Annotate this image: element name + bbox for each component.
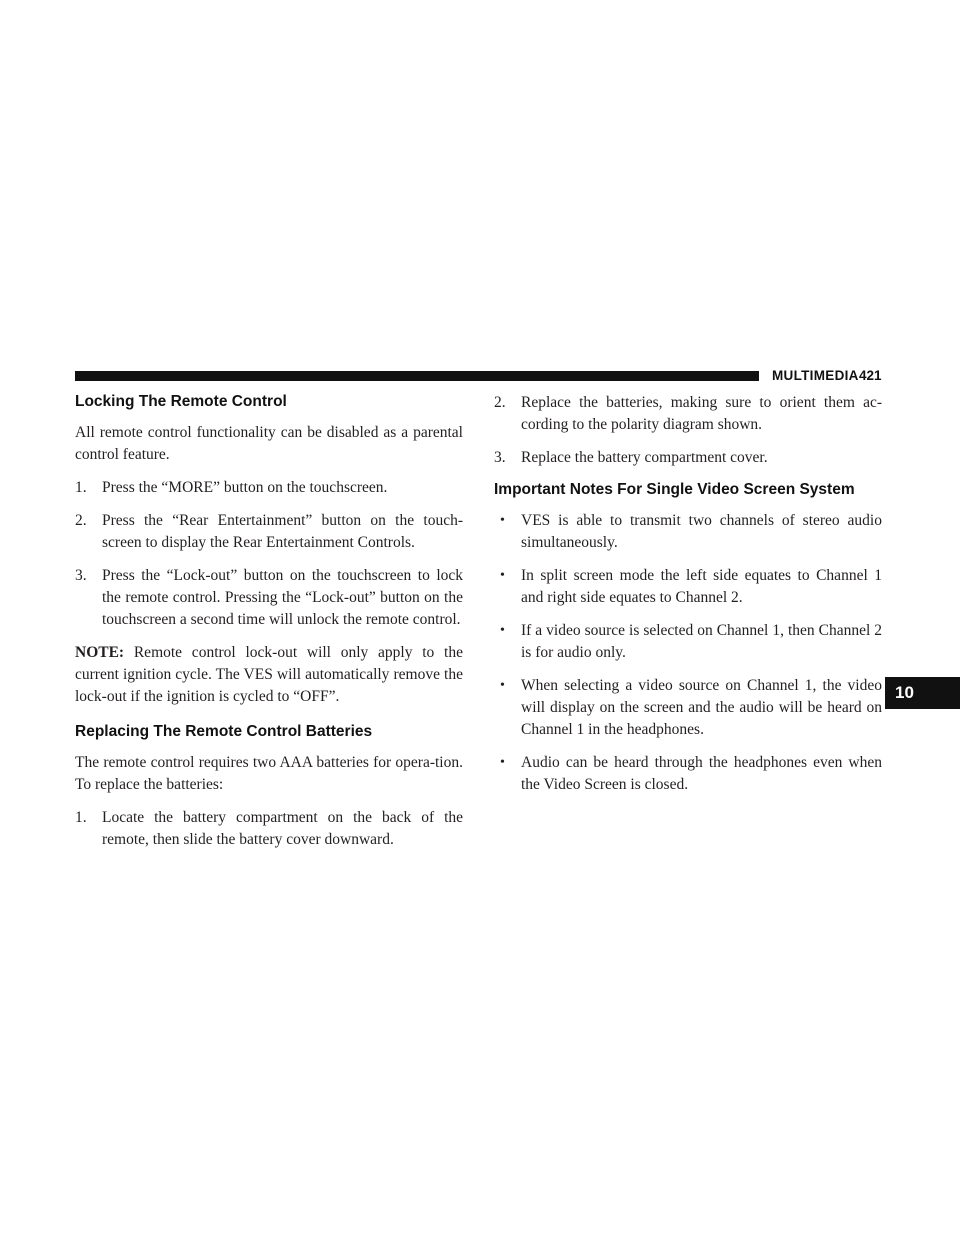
list-item bbox=[494, 510, 882, 554]
step-text: Locate the battery compartment on the back of the remote, then slide the battery cover downward. bbox=[102, 809, 463, 848]
step-text: Press the “MORE” button on the touchscreen. bbox=[102, 479, 388, 496]
note-label: NOTE: bbox=[75, 644, 125, 661]
list-item bbox=[494, 752, 882, 796]
step-number: 2. bbox=[75, 512, 87, 529]
bullet-text: Audio can be heard through the headphones even when the Video Screen is closed. bbox=[521, 754, 882, 793]
heading-replacing: Replacing The Remote Control Batteries bbox=[75, 723, 373, 740]
left-column bbox=[75, 392, 463, 862]
locking-note bbox=[75, 642, 463, 708]
note-text: Remote control lock-out will only apply to the current ignition cycle. The VES will automatically remove the lock-out if the ignition is cycled to “OFF”. bbox=[75, 644, 463, 705]
step-number: 1. bbox=[75, 809, 87, 826]
locking-step-2 bbox=[75, 510, 463, 554]
bullet-text: If a video source is selected on Channel 1, then Channel 2 is for audio only. bbox=[521, 622, 882, 661]
bullet-icon: • bbox=[500, 678, 505, 693]
bullet-text: When selecting a video source on Channel 1, the video will display on the screen and the audio will be heard on Channel 1 in the headphones. bbox=[521, 677, 882, 738]
bullet-text: VES is able to transmit two channels of stereo audio simultaneously. bbox=[521, 512, 882, 551]
heading-important-notes: Important Notes For Single Video Screen System bbox=[494, 481, 855, 498]
step-number: 2. bbox=[494, 394, 506, 411]
list-item bbox=[494, 565, 882, 609]
heading-locking: Locking The Remote Control bbox=[75, 393, 287, 410]
step-number: 1. bbox=[75, 479, 87, 496]
page-number: 421 bbox=[859, 368, 882, 383]
header-rule bbox=[75, 371, 759, 381]
bullet-icon: • bbox=[500, 568, 505, 583]
list-item bbox=[494, 620, 882, 664]
replacing-step-1 bbox=[75, 807, 463, 851]
right-column bbox=[494, 392, 882, 807]
locking-intro: All remote control functionality can be disabled as a parental control feature. bbox=[75, 424, 463, 463]
locking-step-1 bbox=[75, 477, 463, 499]
locking-step-3 bbox=[75, 565, 463, 631]
step-number: 3. bbox=[75, 567, 87, 584]
replacing-intro: The remote control requires two AAA batteries for opera-tion. To replace the batteries: bbox=[75, 754, 463, 793]
chapter-tab: 10 bbox=[885, 677, 960, 709]
bullet-icon: • bbox=[500, 513, 505, 528]
step-text: Press the “Lock-out” button on the touchscreen to lock the remote control. Pressing the “Lock-out” button on the touchscreen a second time will unlock the remote control. bbox=[102, 567, 463, 628]
bullet-text: In split screen mode the left side equates to Channel 1 and right side equates to Channel 2. bbox=[521, 567, 882, 606]
replacing-step-3 bbox=[494, 447, 882, 469]
step-number: 3. bbox=[494, 449, 506, 466]
list-item bbox=[494, 675, 882, 741]
step-text: Replace the battery compartment cover. bbox=[521, 449, 768, 466]
bullet-icon: • bbox=[500, 755, 505, 770]
replacing-step-2 bbox=[494, 392, 882, 436]
bullet-icon: • bbox=[500, 623, 505, 638]
step-text: Replace the batteries, making sure to orient them ac-cording to the polarity diagram shown. bbox=[521, 394, 882, 433]
step-text: Press the “Rear Entertainment” button on the touch-screen to display the Rear Entertainment Controls. bbox=[102, 512, 463, 551]
header-section-title: MULTIMEDIA bbox=[772, 368, 859, 383]
